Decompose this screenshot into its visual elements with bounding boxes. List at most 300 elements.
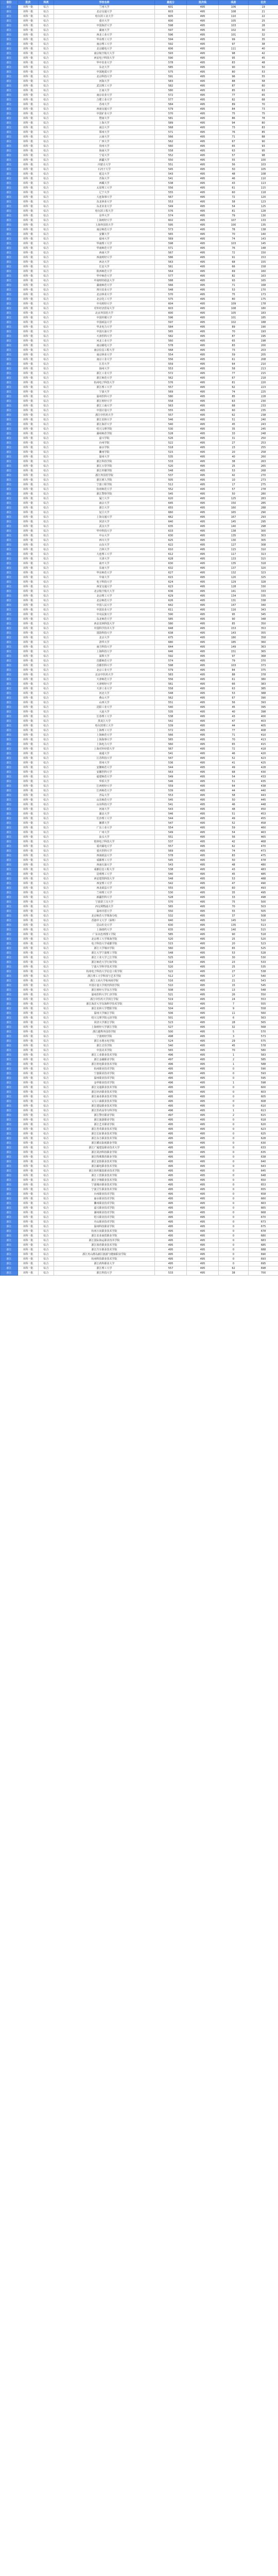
cell-province: 浙江 [1, 371, 18, 376]
cell-line-diff: 81 [219, 209, 249, 214]
cell-min-score: 548 [155, 691, 187, 696]
cell-province: 浙江 [1, 654, 18, 659]
cell-rank: 83 [249, 126, 278, 130]
cell-category: 综合 [39, 126, 54, 130]
cell-min-score: 560 [155, 339, 187, 344]
cell-batch: 本科一批 [18, 167, 39, 172]
cell-batch: 本科一批 [18, 1188, 39, 1192]
cell-school: 浙江医药高等专科学校 [54, 1109, 155, 1113]
table-row [1, 756, 278, 761]
cell-rank: 190 [249, 325, 278, 330]
cell-rank: 60 [249, 84, 278, 89]
table-row [1, 28, 278, 33]
cell-batch-line: 495 [187, 242, 219, 246]
cell-category: 综合 [39, 385, 54, 390]
cell-batch: 本科一批 [18, 654, 39, 659]
cell-min-score: 566 [155, 135, 187, 140]
cell-rank: 228 [249, 395, 278, 399]
header-batch-line: 批次线 [187, 1, 219, 5]
cell-batch: 本科一批 [18, 177, 39, 181]
cell-batch: 本科一批 [18, 103, 39, 107]
cell-batch-line: 495 [187, 937, 219, 942]
cell-province: 浙江 [1, 854, 18, 858]
cell-school: 温州医科大学 [54, 395, 155, 399]
table-row [1, 946, 278, 951]
cell-batch-line: 495 [187, 1039, 219, 1044]
cell-rank: 588 [249, 1062, 278, 1067]
cell-rank: 420 [249, 752, 278, 756]
cell-batch: 本科一批 [18, 779, 39, 784]
cell-rank: 70 [249, 103, 278, 107]
cell-line-diff: 43 [219, 715, 249, 719]
cell-province: 浙江 [1, 362, 18, 367]
cell-line-diff: 69 [219, 269, 249, 274]
cell-school: 嘉兴学院 [54, 436, 155, 441]
cell-school: 浙江工商大学杭州商学院 [54, 979, 155, 984]
cell-line-diff: 61 [219, 358, 249, 362]
cell-school: 哈尔滨理工大学 [54, 724, 155, 728]
cell-batch: 本科一批 [18, 844, 39, 849]
cell-rank: 155 [249, 260, 278, 265]
cell-line-diff: 63 [219, 687, 249, 691]
cell-province: 浙江 [1, 24, 18, 28]
cell-line-diff: 0 [219, 1137, 249, 1141]
cell-batch: 本科一批 [18, 1257, 39, 1262]
table-row [1, 997, 278, 1002]
cell-province: 浙江 [1, 673, 18, 677]
cell-line-diff: 71 [219, 283, 249, 288]
cell-rank: 618 [249, 1118, 278, 1123]
cell-line-diff: 145 [219, 520, 249, 524]
cell-line-diff: 0 [219, 1067, 249, 1072]
cell-batch-line: 495 [187, 854, 219, 858]
table-row [1, 19, 278, 24]
cell-province: 浙江 [1, 186, 18, 191]
cell-category: 综合 [39, 237, 54, 242]
cell-province: 浙江 [1, 807, 18, 812]
cell-line-diff: 54 [219, 775, 249, 779]
cell-line-diff: 100 [219, 223, 249, 228]
cell-batch-line: 495 [187, 770, 219, 775]
cell-batch-line: 495 [187, 1234, 219, 1239]
table-row [1, 1206, 278, 1211]
table-row [1, 89, 278, 93]
cell-province: 浙江 [1, 937, 18, 942]
cell-batch-line: 495 [187, 1164, 219, 1169]
cell-rank: 233 [249, 404, 278, 409]
cell-rank: 188 [249, 320, 278, 325]
table-row [1, 877, 278, 882]
cell-category: 综合 [39, 177, 54, 181]
cell-batch: 本科一批 [18, 246, 39, 251]
cell-category: 综合 [39, 297, 54, 302]
cell-school: 浙江警察学院 [54, 492, 155, 497]
cell-min-score: 548 [155, 877, 187, 882]
cell-min-score: 565 [155, 905, 187, 909]
cell-category: 综合 [39, 1113, 54, 1118]
table-row [1, 589, 278, 594]
cell-province: 浙江 [1, 223, 18, 228]
table-row [1, 65, 278, 70]
cell-min-score: 563 [155, 260, 187, 265]
cell-batch-line: 495 [187, 733, 219, 738]
table-row [1, 1239, 278, 1243]
cell-min-score: 645 [155, 501, 187, 506]
cell-province: 浙江 [1, 650, 18, 654]
cell-batch-line: 495 [187, 775, 219, 779]
cell-school: 云南大学 [54, 135, 155, 140]
cell-school: 东北农业大学 [54, 205, 155, 209]
cell-batch-line: 495 [187, 701, 219, 705]
cell-school: 暨南大学 [54, 116, 155, 121]
cell-school: 湘潭大学 [54, 821, 155, 826]
cell-category: 综合 [39, 895, 54, 900]
cell-rank: 110 [249, 177, 278, 181]
cell-batch-line: 495 [187, 79, 219, 84]
cell-batch: 本科一批 [18, 877, 39, 882]
cell-batch-line: 495 [187, 1025, 219, 1030]
cell-category: 综合 [39, 112, 54, 116]
cell-min-score: 541 [155, 752, 187, 756]
cell-batch-line: 495 [187, 492, 219, 497]
cell-line-diff: 101 [219, 316, 249, 320]
cell-batch: 本科一批 [18, 1201, 39, 1206]
cell-min-score: 542 [155, 719, 187, 724]
cell-line-diff: 110 [219, 14, 249, 19]
cell-category: 综合 [39, 715, 54, 719]
cell-batch-line: 495 [187, 557, 219, 562]
cell-batch-line: 495 [187, 965, 219, 970]
cell-batch: 本科一批 [18, 358, 39, 362]
cell-min-score: 554 [155, 826, 187, 831]
cell-school: 上海电力大学 [54, 742, 155, 747]
cell-rank: 393 [249, 701, 278, 705]
cell-line-diff: 45 [219, 1044, 249, 1048]
cell-category: 综合 [39, 696, 54, 701]
cell-line-diff: 29 [219, 1039, 249, 1044]
cell-category: 综合 [39, 1067, 54, 1072]
cell-min-score: 546 [155, 779, 187, 784]
cell-province: 浙江 [1, 279, 18, 283]
table-row [1, 1086, 278, 1090]
cell-line-diff: 0 [219, 1252, 249, 1257]
cell-school: 杭州职业技术学院 [54, 1067, 155, 1072]
table-row [1, 585, 278, 589]
cell-batch: 本科一批 [18, 960, 39, 965]
cell-rank: 490 [249, 882, 278, 886]
cell-batch-line: 495 [187, 886, 219, 891]
cell-line-diff: 84 [219, 107, 249, 112]
cell-school: 上海大学 [54, 121, 155, 126]
cell-province: 浙江 [1, 251, 18, 256]
cell-rank: 443 [249, 793, 278, 798]
table-row [1, 733, 278, 738]
cell-province: 浙江 [1, 242, 18, 246]
cell-province: 浙江 [1, 682, 18, 687]
cell-province: 浙江 [1, 849, 18, 854]
cell-batch-line: 495 [187, 756, 219, 761]
cell-batch: 本科一批 [18, 320, 39, 325]
cell-rank: 575 [249, 1039, 278, 1044]
cell-rank: 193 [249, 330, 278, 334]
cell-min-score: 578 [155, 854, 187, 858]
cell-min-score: 572 [155, 728, 187, 733]
cell-rank: 165 [249, 279, 278, 283]
cell-batch-line: 495 [187, 130, 219, 135]
cell-province: 浙江 [1, 418, 18, 422]
cell-school: 重庆大学 [54, 19, 155, 24]
cell-batch-line: 495 [187, 1155, 219, 1160]
table-row [1, 246, 278, 251]
cell-province: 浙江 [1, 1141, 18, 1146]
cell-province: 浙江 [1, 1234, 18, 1239]
cell-rank: 528 [249, 951, 278, 956]
cell-category: 综合 [39, 28, 54, 33]
cell-batch: 本科一批 [18, 497, 39, 501]
cell-province: 浙江 [1, 599, 18, 603]
cell-province: 浙江 [1, 181, 18, 186]
cell-province: 浙江 [1, 872, 18, 877]
cell-rank: 283 [249, 497, 278, 501]
cell-batch-line: 495 [187, 613, 219, 617]
cell-rank: 340 [249, 603, 278, 608]
cell-province: 浙江 [1, 256, 18, 260]
cell-province: 浙江 [1, 710, 18, 715]
cell-category: 综合 [39, 1058, 54, 1062]
cell-batch: 本科一批 [18, 376, 39, 381]
cell-batch-line: 495 [187, 895, 219, 900]
cell-province: 浙江 [1, 793, 18, 798]
table-row [1, 1234, 278, 1239]
table-row [1, 1076, 278, 1081]
cell-province: 浙江 [1, 464, 18, 469]
cell-min-score: 565 [155, 1048, 187, 1053]
cell-rank: 700 [249, 1271, 278, 1276]
cell-batch-line: 495 [187, 1104, 219, 1109]
cell-category: 综合 [39, 98, 54, 103]
cell-province: 浙江 [1, 65, 18, 70]
cell-category: 综合 [39, 543, 54, 548]
cell-category: 综合 [39, 835, 54, 840]
cell-province: 浙江 [1, 79, 18, 84]
cell-min-score: 545 [155, 167, 187, 172]
cell-batch: 本科一批 [18, 585, 39, 589]
table-row [1, 1174, 278, 1178]
cell-rank: 483 [249, 868, 278, 872]
cell-line-diff: 3 [219, 1035, 249, 1039]
cell-category: 综合 [39, 654, 54, 659]
cell-line-diff: 134 [219, 594, 249, 599]
cell-school: 河南大学 [54, 807, 155, 812]
cell-batch-line: 495 [187, 668, 219, 673]
cell-min-score: 497 [155, 1113, 187, 1118]
cell-category: 综合 [39, 858, 54, 863]
cell-batch-line: 495 [187, 1211, 219, 1215]
table-row [1, 826, 278, 831]
cell-batch: 本科一批 [18, 56, 39, 61]
cell-batch: 本科一批 [18, 840, 39, 844]
cell-school: 上海理工大学 [54, 728, 155, 733]
cell-line-diff: 135 [219, 562, 249, 566]
cell-min-score: 566 [155, 283, 187, 288]
cell-line-diff: 61 [219, 186, 249, 191]
cell-rank: 560 [249, 1011, 278, 1016]
cell-rank: 660 [249, 1197, 278, 1201]
cell-school: 浙江宇翔职业技术学院 [54, 1178, 155, 1183]
cell-batch-line: 495 [187, 38, 219, 42]
cell-rank: 623 [249, 1127, 278, 1132]
cell-category: 综合 [39, 52, 54, 56]
cell-min-score: 592 [155, 42, 187, 47]
table-row [1, 793, 278, 798]
cell-province: 浙江 [1, 33, 18, 38]
table-row [1, 10, 278, 14]
cell-category: 综合 [39, 905, 54, 909]
cell-line-diff: 74 [219, 849, 249, 854]
cell-rank: 153 [249, 256, 278, 260]
cell-min-score: 559 [155, 784, 187, 789]
cell-line-diff: 71 [219, 733, 249, 738]
cell-category: 综合 [39, 89, 54, 93]
cell-min-score: 562 [155, 376, 187, 381]
table-row [1, 682, 278, 687]
table-row [1, 1016, 278, 1021]
cell-category: 综合 [39, 622, 54, 626]
table-row [1, 460, 278, 464]
cell-province: 浙江 [1, 575, 18, 580]
cell-school: 南京师范大学 [54, 228, 155, 232]
cell-school: 北京中医药大学 [54, 673, 155, 677]
cell-batch: 本科一批 [18, 538, 39, 543]
cell-province: 浙江 [1, 1123, 18, 1127]
cell-line-diff: 135 [219, 923, 249, 928]
cell-line-diff: 87 [219, 334, 249, 339]
cell-batch-line: 495 [187, 460, 219, 464]
cell-school: 浙江树人学院 [54, 478, 155, 483]
cell-line-diff: 90 [219, 65, 249, 70]
cell-rank: 203 [249, 348, 278, 353]
cell-province: 浙江 [1, 478, 18, 483]
cell-min-score: 512 [155, 974, 187, 979]
cell-province: 浙江 [1, 283, 18, 288]
cell-min-score: 496 [155, 1062, 187, 1067]
cell-min-score: 495 [155, 1188, 187, 1192]
cell-school: 广州大学 [54, 831, 155, 835]
cell-rank: 495 [249, 891, 278, 895]
table-row [1, 1257, 278, 1262]
cell-min-score: 578 [155, 344, 187, 348]
cell-category: 综合 [39, 395, 54, 399]
cell-category: 综合 [39, 232, 54, 237]
cell-province: 浙江 [1, 789, 18, 793]
cell-line-diff: 81 [219, 381, 249, 385]
cell-category: 综合 [39, 334, 54, 339]
cell-batch-line: 495 [187, 766, 219, 770]
cell-min-score: 542 [155, 882, 187, 886]
cell-min-score: 545 [155, 492, 187, 497]
table-row [1, 1164, 278, 1169]
cell-school: 宁波城市职业技术学院 [54, 1183, 155, 1188]
cell-batch-line: 495 [187, 409, 219, 413]
cell-rank: 400 [249, 715, 278, 719]
cell-province: 浙江 [1, 376, 18, 381]
cell-province: 浙江 [1, 42, 18, 47]
cell-batch: 本科一批 [18, 673, 39, 677]
table-row [1, 534, 278, 538]
cell-batch: 本科一批 [18, 742, 39, 747]
cell-min-score: 530 [155, 427, 187, 432]
cell-batch: 本科一批 [18, 265, 39, 269]
cell-line-diff: 72 [219, 195, 249, 200]
cell-category: 综合 [39, 960, 54, 965]
table-row [1, 1067, 278, 1072]
cell-batch: 本科一批 [18, 385, 39, 390]
cell-batch-line: 495 [187, 200, 219, 205]
cell-rank: 315 [249, 557, 278, 562]
cell-category: 综合 [39, 339, 54, 344]
cell-category: 综合 [39, 348, 54, 353]
cell-min-score: 570 [155, 900, 187, 905]
cell-line-diff: 65 [219, 946, 249, 951]
cell-batch-line: 495 [187, 1229, 219, 1234]
cell-batch-line: 495 [187, 562, 219, 566]
cell-batch: 本科一批 [18, 1239, 39, 1243]
cell-rank: 670 [249, 1215, 278, 1220]
cell-min-score: 495 [155, 1067, 187, 1072]
cell-min-score: 495 [155, 1239, 187, 1243]
cell-school: 中国矿业大学 [54, 112, 155, 116]
cell-line-diff: 57 [219, 154, 249, 158]
cell-batch: 本科一批 [18, 469, 39, 473]
cell-province: 浙江 [1, 487, 18, 492]
cell-school: 苏州大学 [54, 103, 155, 107]
table-row [1, 251, 278, 256]
cell-batch-line: 495 [187, 24, 219, 28]
cell-line-diff: 90 [219, 933, 249, 937]
cell-batch: 本科一批 [18, 1090, 39, 1095]
cell-line-diff: 137 [219, 566, 249, 571]
cell-rank: 685 [249, 1243, 278, 1248]
cell-batch: 本科一批 [18, 1016, 39, 1021]
cell-category: 综合 [39, 1002, 54, 1007]
cell-province: 浙江 [1, 1271, 18, 1276]
cell-min-score: 574 [155, 214, 187, 218]
cell-rank: 555 [249, 1002, 278, 1007]
cell-category: 综合 [39, 956, 54, 960]
table-row [1, 487, 278, 492]
cell-school: 贵州大学 [54, 144, 155, 149]
cell-line-diff: 75 [219, 900, 249, 905]
table-row [1, 1123, 278, 1127]
cell-province: 浙江 [1, 511, 18, 515]
cell-province: 浙江 [1, 891, 18, 895]
cell-province: 浙江 [1, 1118, 18, 1123]
cell-batch-line: 495 [187, 302, 219, 307]
cell-batch-line: 495 [187, 191, 219, 195]
cell-province: 浙江 [1, 868, 18, 872]
cell-min-score: 593 [155, 52, 187, 56]
cell-school: 兰州大学 [54, 5, 155, 10]
cell-category: 综合 [39, 831, 54, 835]
cell-category: 综合 [39, 381, 54, 385]
cell-batch-line: 495 [187, 52, 219, 56]
cell-min-score: 579 [155, 107, 187, 112]
cell-batch: 本科一批 [18, 626, 39, 631]
cell-rank: 75 [249, 112, 278, 116]
cell-min-score: 498 [155, 1035, 187, 1039]
cell-school: 汕头大学 [54, 835, 155, 840]
header-min-score: 最低分 [155, 1, 187, 5]
